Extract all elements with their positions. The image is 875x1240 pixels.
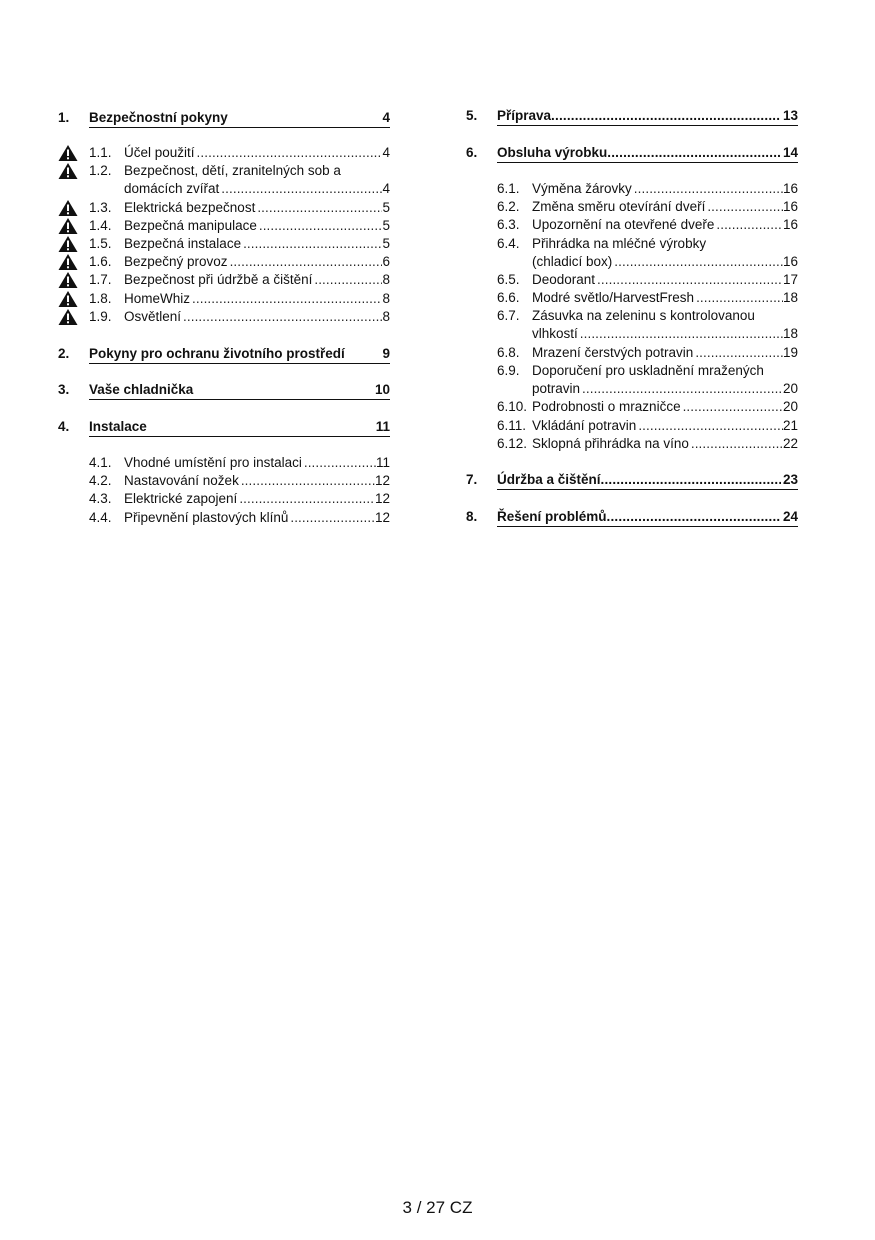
section-page-number: 14 [782,145,798,160]
warning-triangle-icon [58,235,78,253]
dot-leader [190,290,382,308]
section-title-link[interactable] [89,381,390,400]
entry-line [532,398,798,416]
entry-page-number: 12 [374,491,390,507]
entry-line [532,362,798,380]
entry-number: 4.2. [89,473,112,489]
dot-leader [257,217,383,235]
entry-line [532,271,798,289]
dot-leader [714,216,783,234]
entry-title-text: potravin [532,381,581,396]
entry-number: 1.1. [89,145,112,160]
section-page-number: 10 [374,382,390,397]
entry-body [124,454,390,472]
section-title-link[interactable] [89,109,390,128]
entry-page-number: 11 [375,455,390,470]
entry-title-text: Výměna žárovky [532,181,632,196]
warning-triangle-icon [58,290,78,308]
entry-page-number: 5 [382,236,390,251]
entry-body [124,253,390,271]
entry-line [532,435,798,453]
entry-number: 1.4. [89,217,112,233]
entry-title-text: Elektrická bezpečnost [124,199,256,215]
warning-triangle-icon [58,144,78,162]
entry-page-number: 12 [374,509,390,525]
entry-page-number: 16 [782,217,798,233]
entry-line [532,198,798,216]
entry-title-text: Sklopná přihrádka na víno [532,435,689,451]
entry-body [532,307,798,343]
dot-leader [181,308,382,326]
entry-title-text: Účel použití [124,145,195,160]
entry-title-text: Mrazení čerstvých potravin [532,344,694,360]
entry-body [124,144,390,162]
entry-number: 1.2. [89,163,112,179]
entry-body [124,217,390,235]
entry-line [532,380,798,398]
warning-triangle-icon [58,308,78,326]
section-page-number: 9 [382,346,390,361]
section-title-text: Obsluha výrobku [497,145,608,160]
entry-title-text: Bezpečná manipulace [124,217,257,233]
entry-number: 4.3. [89,491,112,507]
entry-line [532,417,798,435]
dot-leader [312,271,382,289]
entry-body [532,417,798,435]
entry-title-text: Nastavování nožek [124,473,239,489]
entry-page-number: 16 [782,181,798,196]
entry-line [532,344,798,362]
dot-leader [551,107,781,125]
entry-body [532,344,798,362]
dot-leader [237,490,375,508]
section-page-number: 4 [382,110,390,125]
entry-number: 6.8. [497,344,520,360]
dot-leader [607,508,781,526]
entry-line [532,289,798,307]
entry-number: 1.3. [89,199,112,215]
entry-page-number: 22 [782,435,798,451]
section-title-text: Instalace [89,419,147,434]
entry-title-text: HomeWhiz [124,290,191,306]
section-title-text: Vaše chladnička [89,382,194,397]
section-page-number: 11 [375,419,390,434]
entry-body [124,290,390,308]
entry-body [532,435,798,453]
entry-line [532,216,798,234]
entry-title-text: Podrobnosti o mrazničce [532,399,681,415]
entry-number: 6.1. [497,181,520,196]
page-footer: 3 / 27 CZ [402,1198,473,1217]
entry-title-text: Elektrické zapojení [124,491,238,507]
section-number: 6. [466,145,478,160]
entry-line [124,144,390,162]
entry-page-number: 8 [382,308,390,324]
entry-number: 6.11. [497,417,527,433]
warning-triangle-icon [58,162,78,180]
section-title-text: Příprava [497,108,552,123]
entry-page-number: 4 [382,181,390,197]
section-number: 7. [466,472,478,487]
entry-number: 6.2. [497,199,520,215]
section-number: 1. [58,110,70,125]
section-title-link[interactable] [497,144,798,163]
section-title-link[interactable] [497,107,798,126]
dot-leader [241,235,382,253]
entry-title-text: Deodorant [532,272,596,287]
dot-leader [636,417,783,435]
dot-leader [239,472,375,490]
entry-page-number: 17 [782,272,798,287]
section-title-text: Údržba a čištění [497,472,601,487]
entry-number: 6.5. [497,272,520,287]
dot-leader [302,454,376,472]
entry-number: 1.6. [89,254,112,270]
entry-line [124,162,390,180]
warning-triangle-icon [58,253,78,271]
dot-leader [694,289,783,307]
entry-page-number: 5 [382,199,390,215]
entry-title-text: Připevnění plastových klínů [124,509,289,525]
entry-page-number: 20 [782,381,798,396]
entry-line [532,235,798,253]
entry-number: 1.7. [89,272,112,288]
warning-triangle-icon [58,199,78,217]
section-title-link[interactable] [497,508,798,527]
entry-line [124,290,390,308]
entry-line [124,217,390,235]
dot-leader [693,344,783,362]
entry-body [124,490,390,508]
entry-page-number: 4 [382,145,390,160]
section-number: 8. [466,509,478,524]
entry-number: 6.3. [497,217,520,233]
entry-number: 1.5. [89,236,112,251]
section-title-link[interactable] [89,345,390,364]
entry-title-text: (chladicí box) [532,253,613,269]
section-page-number: 23 [782,472,798,487]
entry-title-text: Upozornění na otevřené dveře [532,217,715,233]
entry-body [532,180,798,198]
section-title-link[interactable] [89,418,390,437]
entry-line [124,271,390,289]
entry-title-text: Bezpečnost, dětí, zranitelných sob a [124,163,341,179]
section-number: 3. [58,382,70,397]
section-title-text: Bezpečnostní pokyny [89,110,228,125]
entry-page-number: 16 [782,199,798,215]
section-page-number: 24 [782,509,798,524]
entry-line [124,199,390,217]
dot-leader [689,435,783,453]
entry-number: 6.10. [497,399,528,415]
entry-title-text: Bezpečná instalace [124,236,242,251]
dot-leader [195,144,383,162]
entry-body [124,235,390,253]
entry-body [532,216,798,234]
entry-page-number: 20 [782,399,798,415]
entry-line [124,253,390,271]
dot-leader [288,509,375,527]
dot-leader [255,199,382,217]
entry-body [124,271,390,289]
entry-number: 4.1. [89,455,112,470]
entry-page-number: 6 [382,254,390,270]
entry-title-text: Osvětlení [124,308,182,324]
entry-number: 6.7. [497,308,520,324]
entry-number: 4.4. [89,509,112,525]
entry-line [532,180,798,198]
entry-body [124,162,390,198]
entry-body [124,509,390,527]
entry-title-text: Přihrádka na mléčné výrobky [532,235,707,251]
entry-title-text: Doporučení pro uskladnění mražených [532,363,764,378]
entry-title-text: Bezpečnost při údržbě a čištění [124,272,313,288]
dot-leader [578,325,783,343]
warning-triangle-icon [58,271,78,289]
dot-leader [601,471,781,489]
entry-line [532,307,798,325]
entry-line [532,253,798,271]
dot-leader [607,144,781,162]
entry-title-text: Bezpečný provoz [124,254,228,270]
entry-body [124,472,390,490]
entry-line [124,472,390,490]
entry-number: 1.8. [89,290,112,306]
entry-line [124,509,390,527]
entry-body [532,289,798,307]
section-number: 5. [466,108,478,123]
entry-body [532,198,798,216]
entry-page-number: 18 [782,326,798,342]
dot-leader [595,271,783,289]
dot-leader [681,398,783,416]
dot-leader [705,198,783,216]
entry-line [124,235,390,253]
entry-line [124,490,390,508]
warning-triangle-icon [58,217,78,235]
entry-title-text: Vhodné umístění pro instalaci [124,455,302,470]
dot-leader [632,180,783,198]
entry-body [532,398,798,416]
entry-line [532,325,798,343]
entry-line [124,308,390,326]
entry-title-text: Vkládání potravin [532,417,637,433]
dot-leader [580,380,783,398]
entry-page-number: 8 [382,272,390,288]
entry-body [532,271,798,289]
entry-body [532,235,798,271]
entry-number: 1.9. [89,308,112,324]
entry-body [124,308,390,326]
entry-title-text: Modré světlo/HarvestFresh [532,290,695,306]
dot-leader [228,253,383,271]
entry-number: 6.12. [497,435,528,451]
entry-number: 6.4. [497,235,520,251]
entry-page-number: 5 [382,217,390,233]
entry-line [124,180,390,198]
section-title-text: Pokyny pro ochranu životního prostředí [89,346,345,361]
section-number: 4. [58,419,70,434]
section-title-link[interactable] [497,471,798,490]
entry-page-number: 21 [782,417,798,433]
entry-page-number: 16 [782,253,798,269]
section-page-number: 13 [782,108,798,123]
entry-title-text: domácích zvířat [124,181,220,197]
section-title-text: Řešení problémů [497,509,607,524]
entry-page-number: 12 [374,473,390,489]
dot-leader [219,180,382,198]
entry-title-text: vlhkostí [532,326,578,342]
entry-number: 6.6. [497,290,520,306]
entry-number: 6.9. [497,363,520,378]
entry-page-number: 19 [782,344,798,360]
entry-title-text: Změna směru otevírání dveří [532,199,706,215]
entry-body [124,199,390,217]
entry-line [124,454,390,472]
dot-leader [612,253,783,271]
section-number: 2. [58,346,70,361]
entry-page-number: 8 [382,290,390,306]
entry-page-number: 18 [782,290,798,306]
entry-body [532,362,798,398]
entry-title-text: Zásuvka na zeleninu s kontrolovanou [532,308,755,324]
